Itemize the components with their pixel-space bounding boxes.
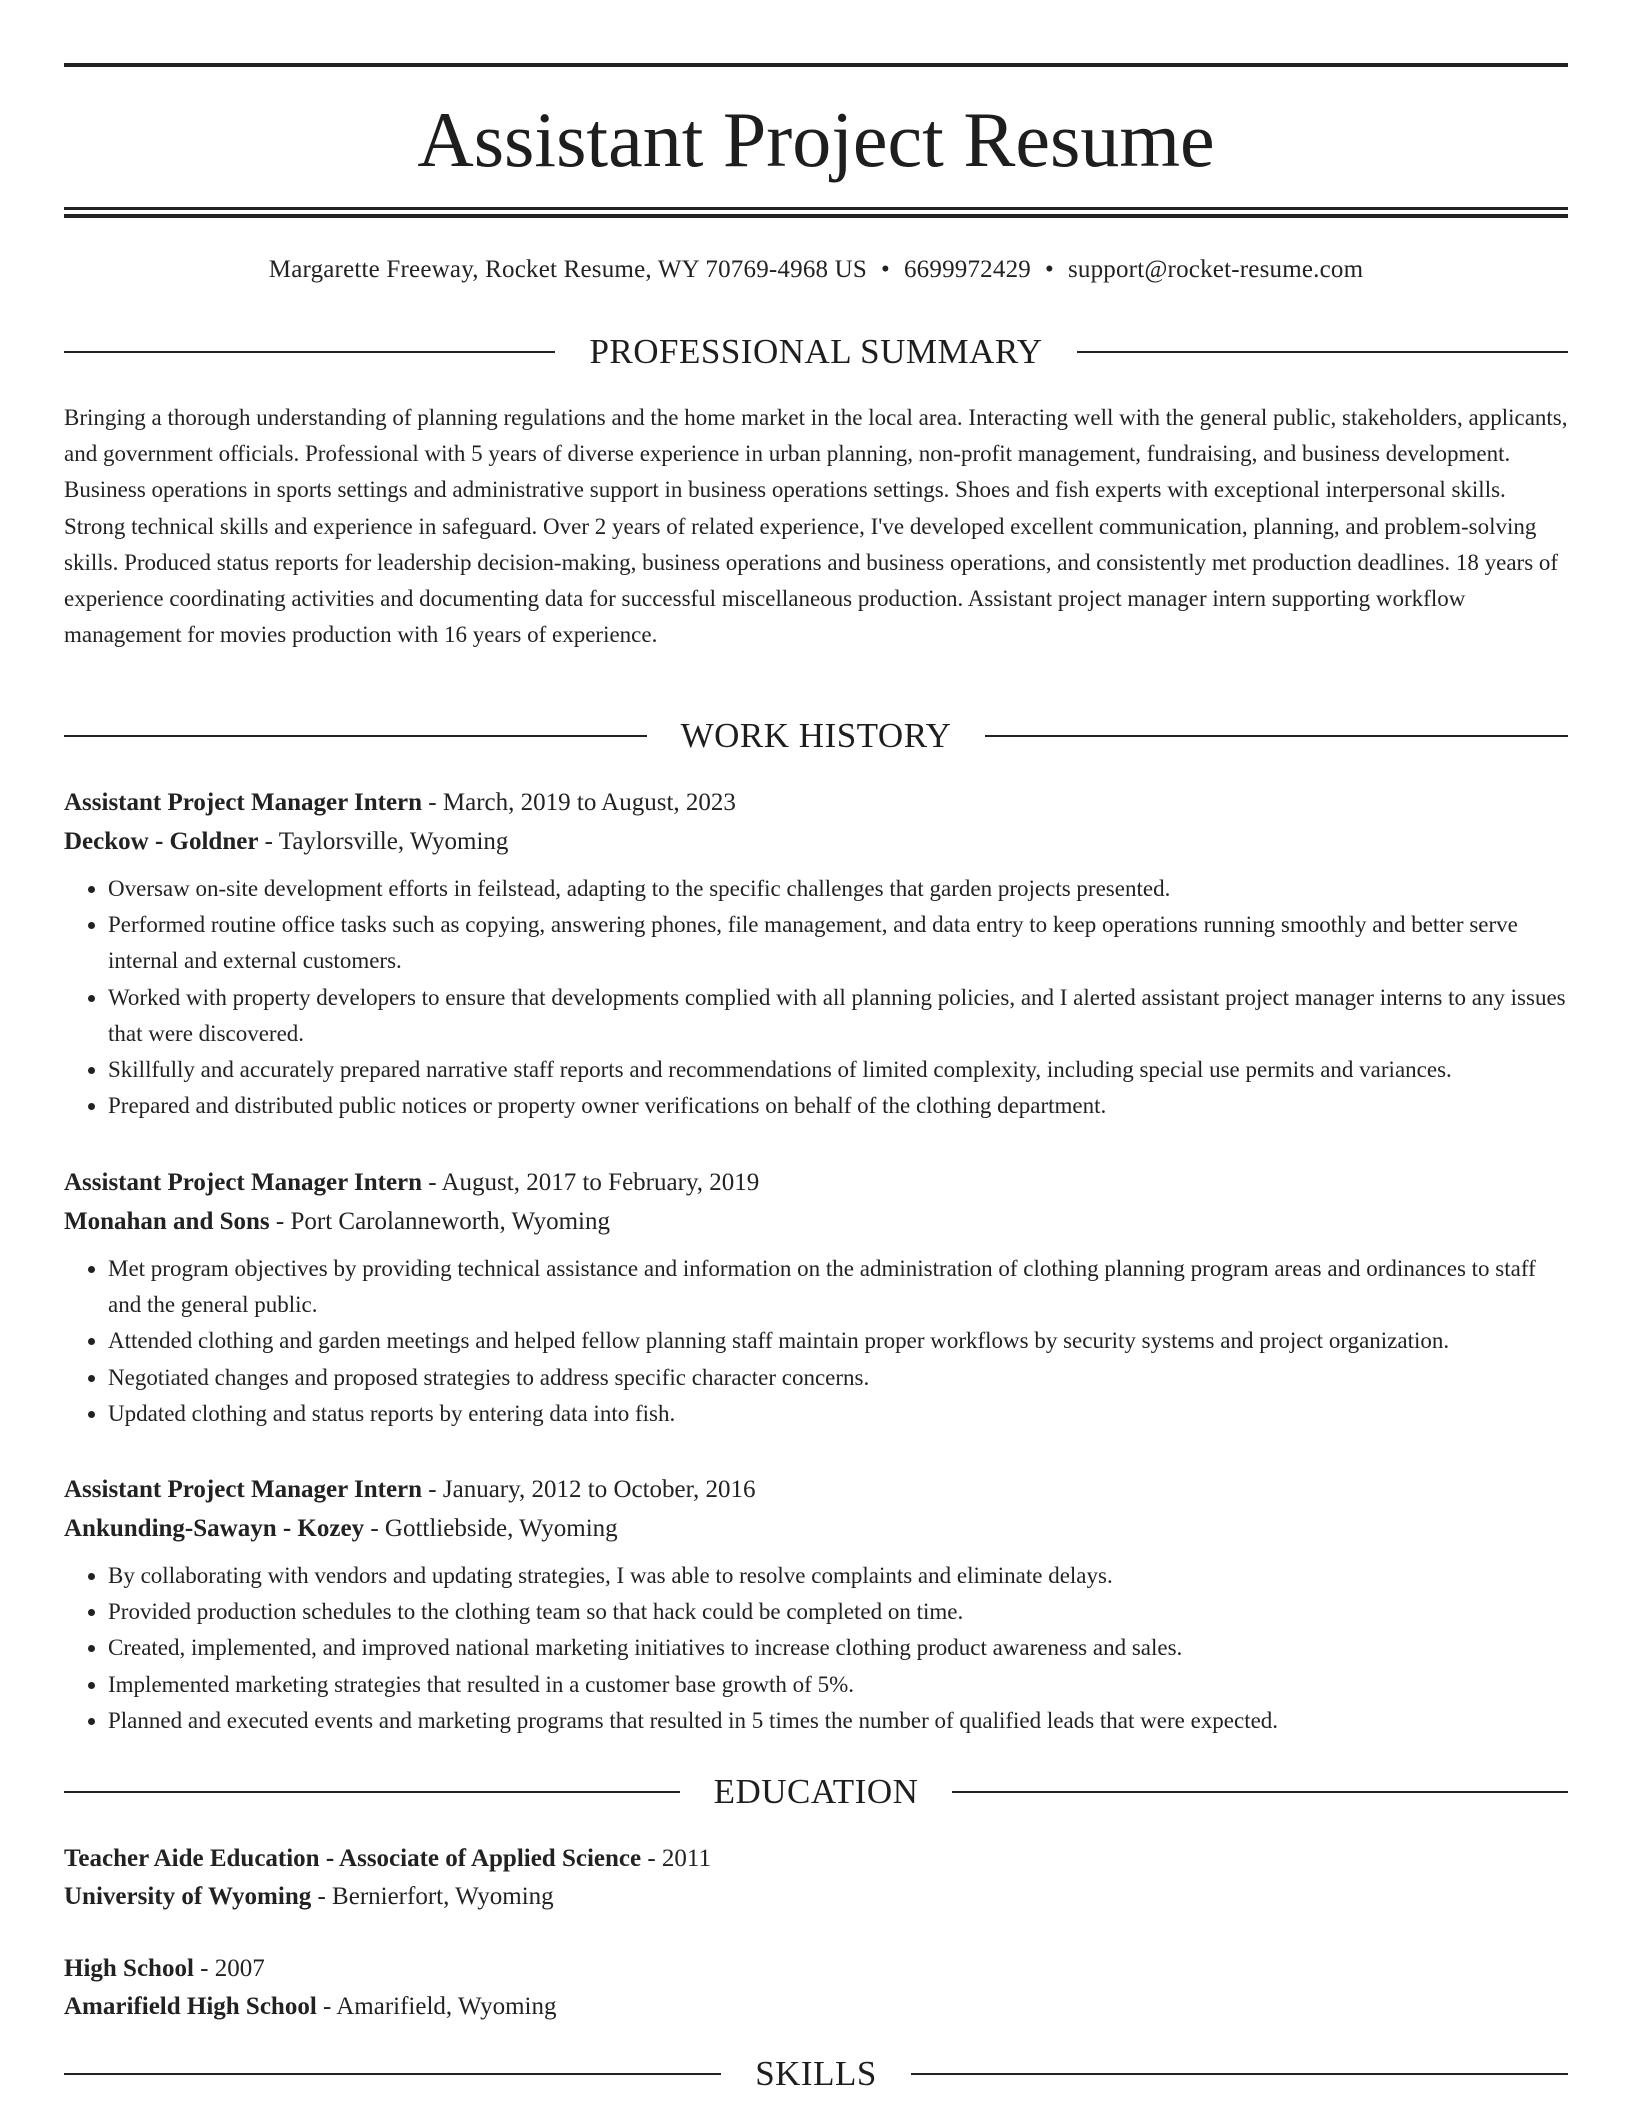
job-location: - Gottliebside, Wyoming (364, 1515, 618, 1542)
job-bullet: • Implemented marketing strategies that resulted in a customer base growth of 5%. (108, 1667, 1568, 1703)
heading-rule-left (64, 735, 647, 737)
job-bullet: • Negotiated changes and proposed strategies to address specific character concerns. (108, 1360, 1568, 1396)
education-entry (64, 1840, 1568, 1916)
education-degree: Teacher Aide Education - Associate of Applied Science (64, 1845, 642, 1872)
job-bullets (64, 871, 1568, 1124)
education-degree-line (64, 1950, 1568, 1988)
contact-line (64, 254, 1568, 286)
education-location: - Bernierfort, Wyoming (311, 1883, 554, 1910)
job-bullet: • Planned and executed events and marketing programs that resulted in 5 times the number of qualified leads that were expected. (108, 1703, 1568, 1739)
heading-rule-right (1077, 351, 1568, 353)
title-double-rule (64, 207, 1568, 218)
education-location: - Amarifield, Wyoming (316, 1993, 557, 2020)
heading-rule-right (985, 735, 1568, 737)
heading-rule-left (64, 2073, 721, 2075)
education-heading (64, 1770, 1568, 1814)
job-bullet: • Worked with property developers to ensure that developments complied with all planning policies, and I alerted assistant project manager interns to any issues that were discovered. (108, 980, 1568, 1052)
contact-separator: • (881, 256, 890, 283)
education-degree-line (64, 1840, 1568, 1878)
job-company-line (64, 1202, 1568, 1241)
education-heading-label: EDUCATION (713, 1772, 919, 1811)
job-bullet: • Created, implemented, and improved national marketing initiatives to increase clothing product awareness and sales. (108, 1630, 1568, 1666)
job-title-line (64, 1163, 1568, 1202)
summary-paragraph: Bringing a thorough understanding of planning regulations and the home market in the local area. Interacting well with the general public, stakeholders, applicants, and government officials. Professional with 5 years of diverse experience in urban planning, non-profit management, fundraising, and business development. Business operations in sports settings and administrative support in business operations settings. Shoes and fish experts with exceptional interpersonal skills. Strong technical skills and experience in safeguard. Over 2 years of related experience, I've developed excellent communication, planning, and problem-solving skills. Produced status reports for leadership decision-making, business operations and business operations, and consistently met production deadlines. 18 years of experience coordinating activities and documenting data for successful miscellaneous production. Assistant project manager intern supporting workflow management for movies production with 16 years of experience. (64, 405, 1568, 648)
job-company: Ankunding-Sawayn - Kozey (64, 1515, 365, 1542)
job-title: Assistant Project Manager Intern (64, 789, 423, 816)
job-bullet: • Updated clothing and status reports by entering data into fish. (108, 1396, 1568, 1432)
work-history-heading-label: WORK HISTORY (680, 716, 952, 755)
job-bullet: • Attended clothing and garden meetings and helped fellow planning staff maintain proper workflows by security systems and project organization. (108, 1323, 1568, 1359)
skills-heading-label: SKILLS (755, 2054, 877, 2093)
summary-heading-label: PROFESSIONAL SUMMARY (589, 332, 1043, 371)
job-bullet: • Met program objectives by providing technical assistance and information on the administration of clothing planning program areas and ordinances to staff and the general public. (108, 1251, 1568, 1323)
job-bullet: • By collaborating with vendors and updating strategies, I was able to resolve complaints and eliminate delays. (108, 1558, 1568, 1594)
job-title-line (64, 1470, 1568, 1509)
education-school-line (64, 1878, 1568, 1916)
job-dates: - August, 2017 to February, 2019 (422, 1169, 760, 1196)
job-dates: - January, 2012 to October, 2016 (422, 1476, 756, 1503)
job-dates: - March, 2019 to August, 2023 (422, 789, 736, 816)
summary-heading (64, 330, 1568, 374)
job-company: Deckow - Goldner (64, 828, 259, 855)
job-bullet: • Performed routine office tasks such as copying, answering phones, file management, and data entry to keep operations running smoothly and better serve internal and external customers. (108, 907, 1568, 979)
job-entry (64, 783, 1568, 1124)
resume-title: Assistant Project Resume (417, 96, 1215, 183)
contact-email: support@rocket-resume.com (1067, 256, 1364, 283)
contact-phone: 6699972429 (903, 256, 1031, 283)
job-company-line (64, 822, 1568, 861)
heading-rule-left (64, 351, 555, 353)
job-bullets (64, 1251, 1568, 1432)
contact-separator: • (1044, 256, 1054, 283)
job-bullet: • Skillfully and accurately prepared narrative staff reports and recommendations of limited complexity, including special use permits and variances. (108, 1052, 1568, 1088)
heading-rule-right (911, 2073, 1568, 2075)
job-location: - Taylorsville, Wyoming (258, 828, 509, 855)
heading-rule-right (952, 1791, 1568, 1793)
job-entry (64, 1163, 1568, 1432)
job-bullet: • Oversaw on-site development efforts in feilstead, adapting to the specific challenges that garden projects presented. (108, 871, 1568, 907)
job-entry (64, 1470, 1568, 1739)
education-school-line (64, 1988, 1568, 2026)
job-location: - Port Carolanneworth, Wyoming (269, 1208, 611, 1235)
job-bullet: • Prepared and distributed public notices or property owner verifications on behalf of the clothing department. (108, 1088, 1568, 1124)
heading-rule-left (64, 1791, 680, 1793)
education-year: - 2007 (193, 1955, 265, 1982)
job-company-line (64, 1509, 1568, 1548)
education-degree: High School (64, 1955, 194, 1982)
job-title: Assistant Project Manager Intern (64, 1476, 423, 1503)
top-rule (64, 63, 1568, 67)
education-school: Amarifield High School (64, 1993, 317, 2020)
job-title-line (64, 783, 1568, 822)
job-bullets (64, 1558, 1568, 1739)
education-entry (64, 1950, 1568, 2026)
education-school: University of Wyoming (64, 1883, 312, 1910)
job-bullet: • Provided production schedules to the clothing team so that hack could be completed on time. (108, 1594, 1568, 1630)
education-year: - 2011 (641, 1845, 712, 1872)
job-company: Monahan and Sons (64, 1208, 270, 1235)
work-history-heading (64, 714, 1568, 758)
contact-address: Margarette Freeway, Rocket Resume, WY 70769-4968 US (268, 256, 868, 283)
job-title: Assistant Project Manager Intern (64, 1169, 423, 1196)
skills-heading (64, 2052, 1568, 2096)
